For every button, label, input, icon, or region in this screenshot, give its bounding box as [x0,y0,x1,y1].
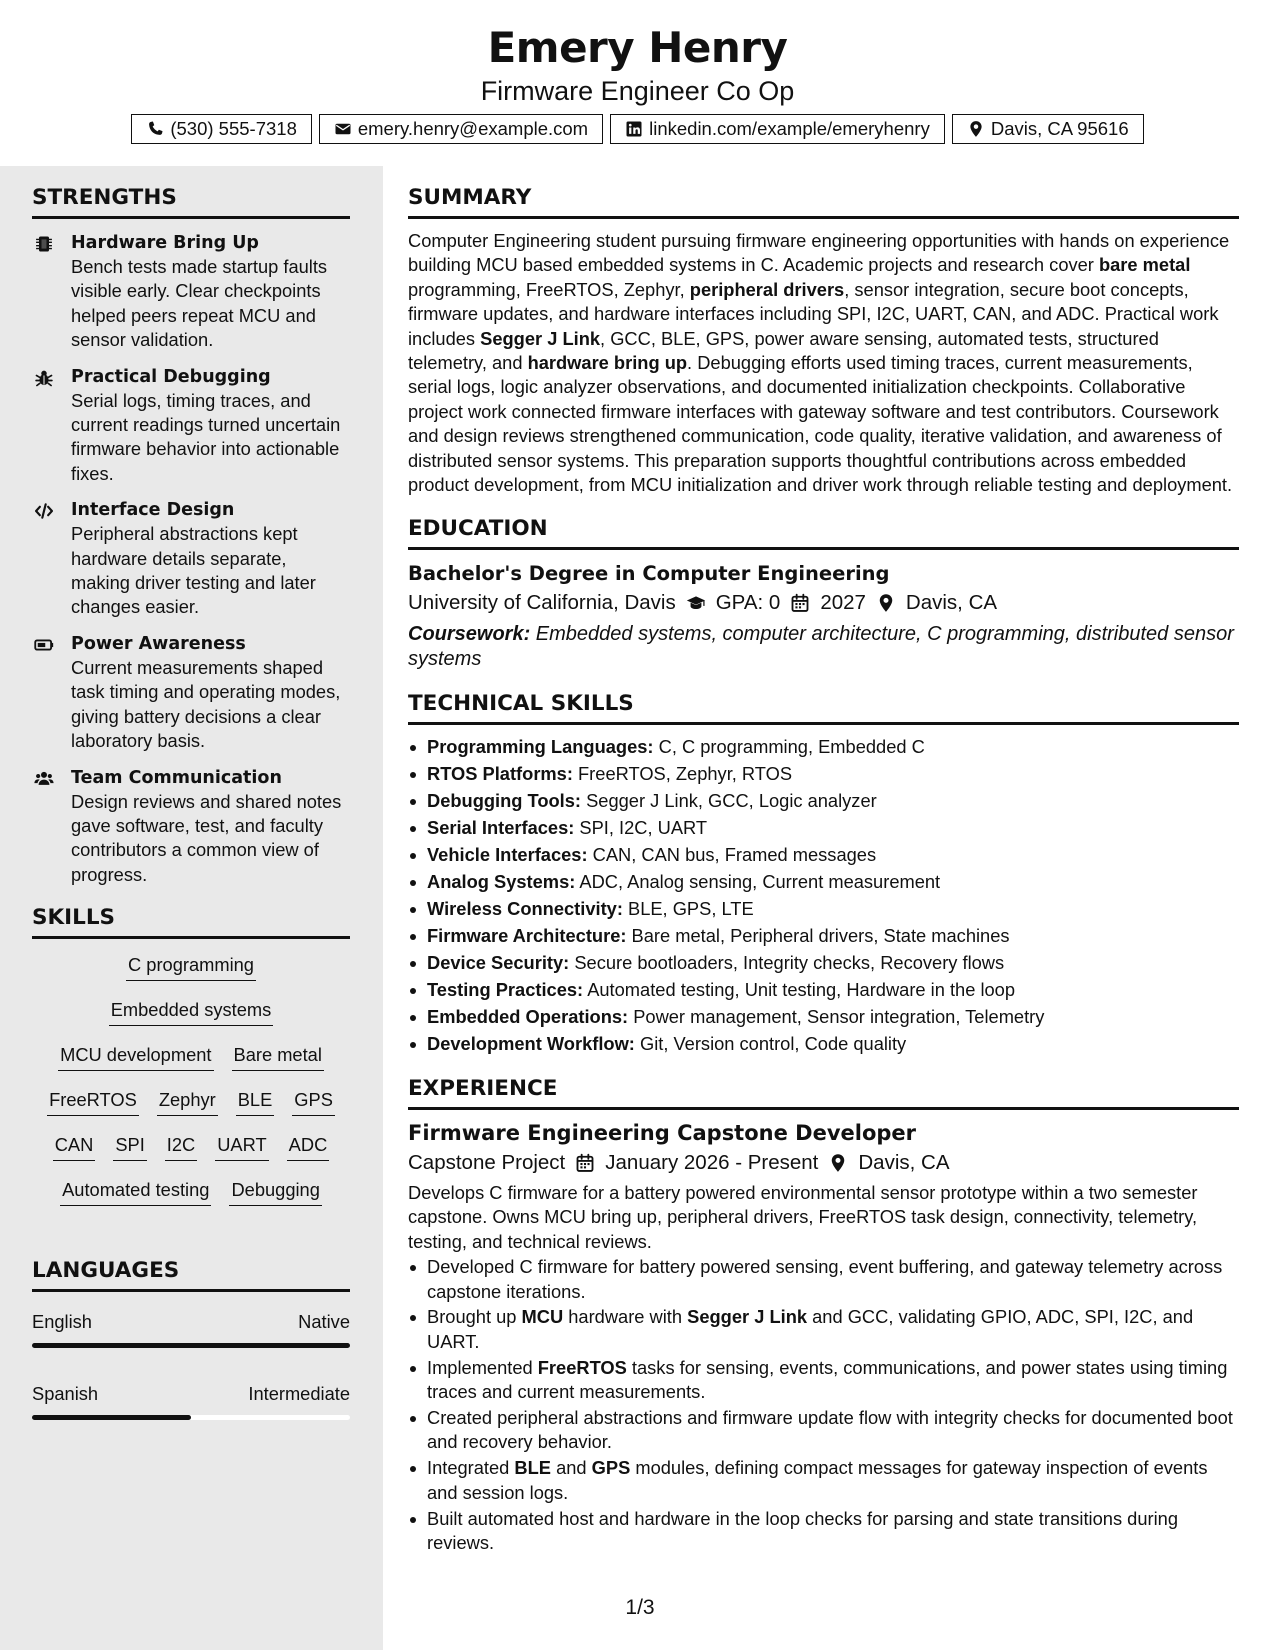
skill-tag: BLE [236,1088,275,1116]
strength-title: Interface Design [71,500,235,521]
contact-bar [0,114,1275,144]
technical-skill-category: Programming Languages: [427,736,654,758]
skill-tag: MCU development [58,1043,213,1071]
job-bullet [408,1305,1239,1354]
resume-header [0,22,1275,108]
technical-skill-category: Device Security: [427,952,570,974]
skill-tag: GPS [292,1088,335,1116]
job-location: Davis, CA [858,1150,950,1174]
text-segment: , GCC, BLE, GPS, power aware sensing, automated tests, structured telemetry, and [408,327,1159,374]
technical-skill-item [408,924,1239,948]
contact-location-text: Davis, CA 95616 [990,118,1129,139]
skill-tag: Zephyr [157,1088,218,1116]
emphasis-text: hardware bring up [527,352,688,374]
text-segment: . Debugging efforts used timing traces, current measurements, serial logs, logic analyzer observations, and documented initialization checkpoints. Collaborative project work connected firmware interfaces with gateway software and test contributors. Coursework and design reviews strengthened communication, code quality, iterative validation, and awareness of distributed sensor systems. This preparation supports thoughtful contributions across embedded product development, from MCU initialization and driver work through reliable testing and deployment. [408,352,1233,496]
skill-row [32,1088,350,1133]
emphasis-text: GPS [591,1457,631,1479]
job-organization: Capstone Project [408,1150,566,1174]
technical-skill-values: C, C programming, Embedded C [653,736,925,758]
coursework [408,622,1239,672]
contact-email-text: emery.henry@example.com [357,118,589,139]
text-segment: , sensor integration, secure boot concepts, firmware updates, and hardware interfaces including SPI, I2C, UART, CAN, and ADC. Practical work includes [408,278,1219,349]
technical-skill-values: Power management, Sensor integration, Telemetry [628,1006,1045,1028]
skill-row [32,998,350,1043]
technical-skill-values: ADC, Analog sensing, Current measurement [575,871,941,893]
strength-item [32,632,350,754]
skill-row [32,1043,350,1088]
technical-skill-category: RTOS Platforms: [427,763,573,785]
skill-tag-cloud [32,953,350,1223]
main-content [408,166,1239,1557]
microchip-icon [32,234,56,254]
technical-skill-item [408,870,1239,894]
strength-item [32,766,350,888]
technical-skill-item [408,762,1239,786]
contact-phone-text: (530) 555-7318 [170,118,297,139]
job-bullet [408,1507,1239,1556]
text-segment: Implemented [427,1356,538,1378]
language-level: Intermediate [248,1383,350,1405]
text-segment: hardware with [563,1306,688,1328]
text-segment: Developed C firmware for battery powered sensing, event buffering, and gateway telemetry across capstone iterations. [427,1256,1223,1302]
contact-location [952,114,1144,144]
skill-tag: C programming [126,953,256,981]
map-pin-icon [876,593,896,613]
technical-skill-category: Analog Systems: [427,871,576,893]
strength-item [32,231,350,353]
strength-description: Bench tests made startup faults visible early. Clear checkpoints helped peers repeat MCU and sensor validation. [71,256,328,351]
sidebar [0,166,383,1650]
text-segment: Built automated host and hardware in the loop checks for parsing and state transitions during reviews. [427,1507,1178,1554]
text-segment: Created peripheral abstractions and firmware update flow with integrity checks for documented boot and recovery behavior. [427,1407,1233,1453]
technical-skill-values: BLE, GPS, LTE [622,898,754,920]
graduation-year: 2027 [820,591,866,615]
emphasis-text: FreeRTOS [537,1356,627,1378]
technical-skill-item [408,816,1239,840]
skill-tag: SPI [113,1133,146,1161]
skill-tag: Embedded systems [109,998,274,1026]
strength-item [32,365,350,487]
education-heading: EDUCATION [408,515,1239,550]
technical-skill-category: Wireless Connectivity: [427,898,623,920]
language-level: Native [298,1311,350,1333]
skill-tag: Debugging [229,1178,321,1206]
strength-description: Current measurements shaped task timing and operating modes, giving battery decisions a clear laboratory basis. [71,656,341,752]
strength-title: Hardware Bring Up [71,233,259,253]
technical-skill-item [408,1032,1239,1056]
job-meta [408,1148,1239,1178]
technical-skill-item [408,897,1239,921]
graduation-cap-icon [686,593,706,613]
envelope-icon [334,120,352,138]
summary-text [408,229,1239,497]
text-segment: Integrated [427,1457,515,1479]
technical-skill-category: Firmware Architecture: [427,925,627,947]
emphasis-text: peripheral drivers [689,278,845,300]
skill-tag: FreeRTOS [47,1088,139,1116]
skill-tag: UART [215,1133,268,1161]
skill-row [32,953,350,998]
code-icon [32,501,56,521]
technical-skill-category: Embedded Operations: [427,1006,629,1028]
text-segment: and GCC, validating GPIO, ADC, SPI, I2C, and UART. [427,1306,1194,1352]
battery-icon [32,635,56,655]
calendar-icon [790,593,810,613]
skill-row [32,1133,350,1178]
map-pin-icon [828,1153,848,1173]
users-icon [32,769,56,789]
technical-skill-item [408,789,1239,813]
emphasis-text: MCU [521,1306,564,1328]
strength-item [32,498,350,620]
technical-skill-values: Bare metal, Peripheral drivers, State machines [626,925,1010,947]
job-bullet [408,1456,1239,1505]
skills-heading: SKILLS [32,904,350,939]
job-description: Develops C firmware for a battery powered environmental sensor prototype within a two semester capstone. Owns MCU bring up, peripheral drivers, FreeRTOS task design, connectivity, telemetry, testing, and technical reviews. [408,1181,1198,1252]
language-proficiency-bar [32,1415,350,1420]
skill-tag: Bare metal [232,1043,324,1071]
strength-title: Team Communication [71,767,282,788]
strengths-list [32,231,350,887]
technical-skill-values: Secure bootloaders, Integrity checks, Recovery flows [569,952,1005,974]
coursework-label: Coursework: [408,623,531,646]
technical-skill-item [408,978,1239,1002]
text-segment: programming, FreeRTOS, Zephyr, [408,278,690,300]
emphasis-text: bare metal [1098,254,1191,276]
emphasis-text: Segger J Link [480,327,601,349]
school-location: Davis, CA [905,591,998,615]
language-proficiency-fill [32,1343,350,1348]
strength-description: Serial logs, timing traces, and current readings turned uncertain firmware behavior into actionable fixes. [71,389,341,484]
linkedin-icon [625,120,643,138]
gpa: GPA: 0 [715,591,781,615]
job-bullet [408,1255,1239,1304]
strengths-heading: STRENGTHS [32,184,350,219]
contact-phone[interactable] [131,114,312,144]
contact-linkedin-text: linkedin.com/example/emeryhenry [649,118,930,139]
coursework-text: Embedded systems, computer architecture, C programming, distributed sensor systems [408,623,1234,671]
contact-email[interactable] [319,114,603,144]
technical-skill-values: CAN, CAN bus, Framed messages [587,844,877,866]
job-dates: January 2026 - Present [605,1150,819,1174]
language-name: English [32,1311,92,1333]
technical-skill-category: Development Workflow: [427,1033,635,1055]
page-number: 1/3 [625,1596,655,1619]
technical-skill-values: SPI, I2C, UART [574,817,708,839]
languages-heading: LANGUAGES [32,1257,350,1292]
technical-skill-category: Testing Practices: [427,979,584,1001]
experience-heading: EXPERIENCE [408,1075,1239,1110]
technical-skill-values: Automated testing, Unit testing, Hardware in the loop [583,979,1016,1001]
strength-title: Power Awareness [71,633,246,654]
technical-skill-category: Debugging Tools: [427,790,582,812]
phone-icon [146,120,164,138]
technical-skills-list [408,735,1239,1056]
calendar-icon [575,1153,595,1173]
skill-tag: I2C [165,1133,197,1161]
language-name: Spanish [32,1383,99,1405]
language-proficiency-bar [32,1343,350,1348]
skill-tag: CAN [53,1133,96,1161]
strength-title: Practical Debugging [71,366,271,387]
school-name: University of California, Davis [408,591,676,615]
technical-skill-item [408,951,1239,975]
technical-skill-item [408,843,1239,867]
summary-heading: SUMMARY [408,184,1239,219]
technical-skill-values: FreeRTOS, Zephyr, RTOS [572,763,793,785]
technical-skill-item [408,735,1239,759]
education-meta [408,588,1239,618]
bug-icon [32,368,56,388]
technical-skill-item [408,1005,1239,1029]
skill-tag: ADC [287,1133,330,1161]
job-bullet [408,1356,1239,1405]
job-bullet [408,1406,1239,1455]
emphasis-text: Segger J Link [687,1306,808,1328]
job-bullets [408,1255,1239,1555]
degree-title: Bachelor's Degree in Computer Engineering [408,562,890,586]
job-title: Firmware Engineering Capstone Developer [408,1120,917,1145]
text-segment: and [550,1457,592,1479]
language-proficiency-fill [32,1415,191,1420]
emphasis-text: BLE [514,1457,551,1479]
technical-skill-values: Git, Version control, Code quality [634,1033,907,1055]
candidate-role: Firmware Engineer Co Op [480,76,795,106]
language-item [32,1382,350,1420]
technical-skill-category: Serial Interfaces: [427,817,575,839]
strength-description: Peripheral abstractions kept hardware details separate, making driver testing and later changes easier. [71,523,316,618]
text-segment: Brought up [427,1306,522,1328]
technical-skills-heading: TECHNICAL SKILLS [408,690,1239,725]
text-segment: tasks for sensing, events, communications, and power states using timing traces and current measurements. [427,1356,1228,1403]
candidate-name: Emery Henry [487,23,788,72]
text-segment: modules, defining compact messages for gateway inspection of events and session logs. [427,1457,1208,1503]
map-pin-icon [967,120,985,138]
strength-description: Design reviews and shared notes gave software, test, and faculty contributors a common view of progress. [71,790,342,885]
contact-linkedin[interactable] [610,114,945,144]
language-item [32,1310,350,1348]
skill-row [32,1178,350,1223]
technical-skill-category: Vehicle Interfaces: [427,844,588,866]
technical-skill-values: Segger J Link, GCC, Logic analyzer [581,790,877,812]
text-segment: Computer Engineering student pursuing firmware engineering opportunities with hands on experience building MCU based embedded systems in C. Academic projects and research cover [408,230,1230,276]
skill-tag: Automated testing [60,1178,211,1206]
